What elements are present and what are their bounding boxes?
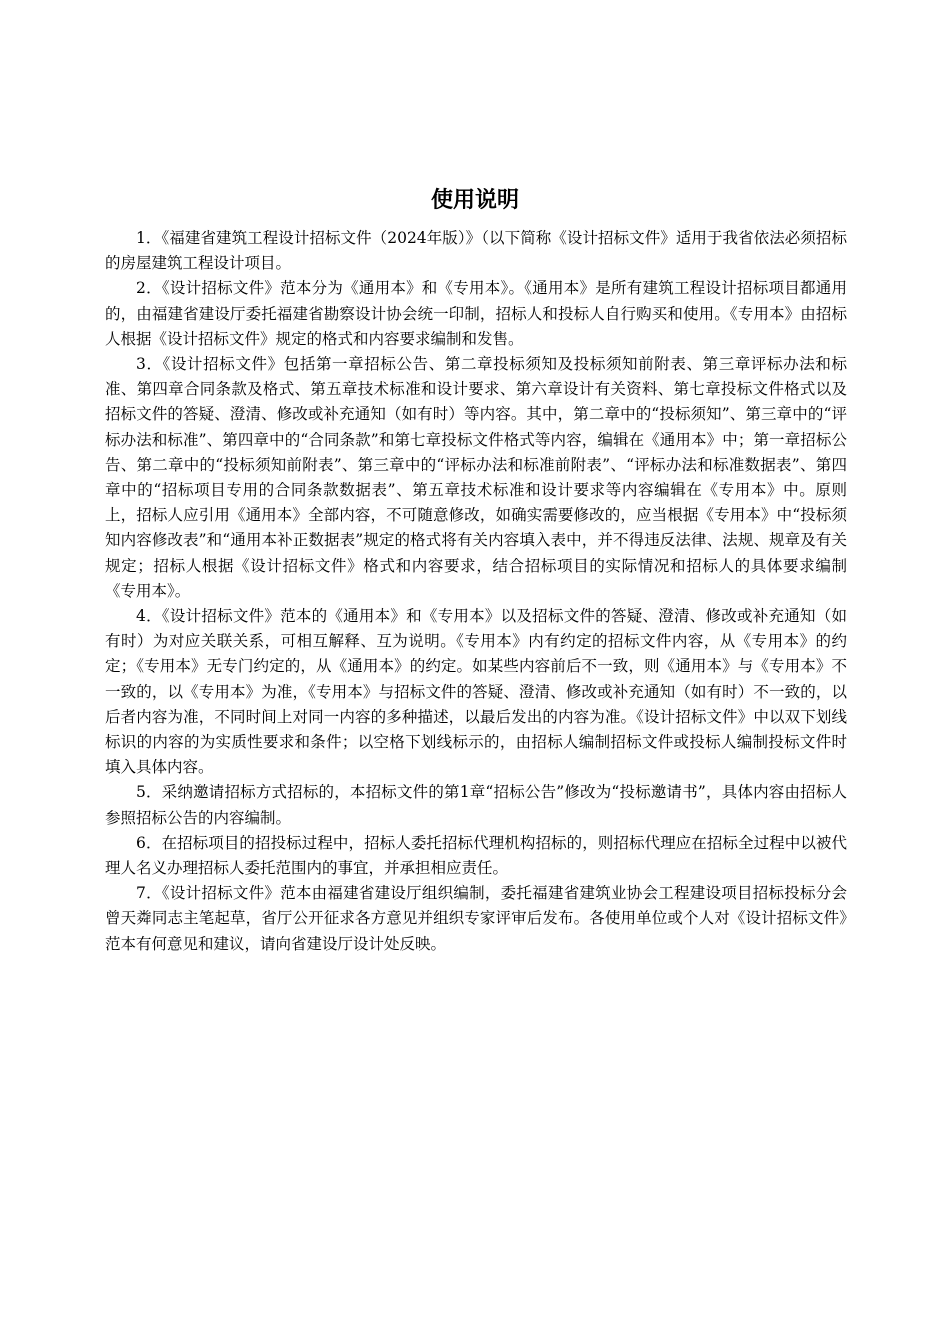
page-title: 使用说明 xyxy=(430,188,519,213)
paragraph-2: 2．《设计招标文件》范本分为《通用本》和《专用本》。《通用本》是所有建筑工程设计招标项目都通用的，由福建省建设厅委托福建省勘察设计协会统一印制，招标人和投标人自行购买和使用。《专用本》由招标人根据《设计招标文件》规定的格式和内容要求编制和发售。 xyxy=(105,279,847,348)
paragraph-7: 7．《设计招标文件》范本由福建省建设厅组织编制，委托福建省建筑业协会工程建设项目招标投标分会曾天粦同志主笔起草，省厅公开征求各方意见并组织专家评审后发布。各使用单位或个人对《设计招标文件》范本有何意见和建议，请向省建设厅设计处反映。 xyxy=(105,884,847,953)
paragraph-6: 6．在招标项目的招投标过程中，招标人委托招标代理机构招标的，则招标代理应在招标全过程中以被代理人名义办理招标人委托范围内的事宜，并承担相应责任。 xyxy=(105,833,847,878)
paragraph-5: 5．采纳邀请招标方式招标的，本招标文件的第1章“招标公告”修改为“投标邀请书”，具体内容由招标人参照招标公告的内容编制。 xyxy=(105,783,847,827)
document-body xyxy=(105,226,847,957)
paragraph-3: 3．《设计招标文件》包括第一章招标公告、第二章投标须知及投标须知前附表、第三章评标办法和标准、第四章合同条款及格式、第五章技术标准和设计要求、第六章设计有关资料、第七章投标文件格式以及招标文件的答疑、澄清、修改或补充通知（如有时）等内容。其中，第二章中的“投标须知”、第三章中的“评标办法和标准”、第四章中的“合同条款”和第七章投标文件格式等内容，编辑在《通用本》中；第一章招标公告、第二章中的“投标须知前附表”、第三章中的“评标办法和标准前附表”、“评标办法和标准数据表”、第四章中的“招标项目专用的合同条款数据表”、第五章技术标准和设计要求等内容编辑在《专用本》中。原则上，招标人应引用《通用本》全部内容，不可随意修改，如确实需要修改的，应当根据《专用本》中“投标须知内容修改表”和“通用本补正数据表”规定的格式将有关内容填入表中，并不得违反法律、法规、规章及有关规定；招标人根据《设计招标文件》格式和内容要求，结合招标项目的实际情况和招标人的具体要求编制《专用本》。 xyxy=(105,355,847,600)
paragraph-4: 4．《设计招标文件》范本的《通用本》和《专用本》以及招标文件的答疑、澄清、修改或补充通知（如有时）为对应关联关系，可相互解释、互为说明。《专用本》内有约定的招标文件内容，从《专用本》的约定；《专用本》无专门约定的，从《通用本》的约定。如某些内容前后不一致，则《通用本》与《专用本》不一致的，以《专用本》为准，《专用本》与招标文件的答疑、澄清、修改或补充通知（如有时）不一致的，以后者内容为准，不同时间上对同一内容的多种描述，以最后发出的内容为准。《设计招标文件》中以双下划线标识的内容的为实质性要求和条件；以空格下划线标示的，由招标人编制招标文件或投标人编制投标文件时填入具体内容。 xyxy=(105,607,847,777)
paragraph-1: 1．《福建省建筑工程设计招标文件（2024年版）》（以下简称《设计招标文件》适用于我省依法必须招标的房屋建筑工程设计项目。 xyxy=(105,229,847,273)
